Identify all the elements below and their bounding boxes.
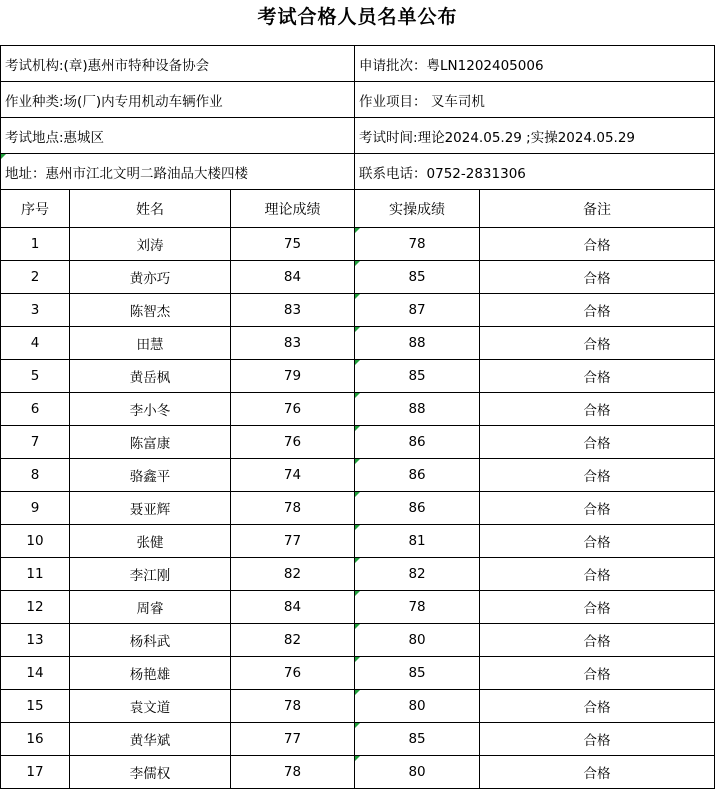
table-row (1, 393, 715, 426)
remark: 合格 (480, 261, 715, 294)
info-row-address (1, 154, 715, 190)
header-practice: 实操成绩 (355, 190, 480, 228)
table-row (1, 261, 715, 294)
theory-score: 83 (231, 294, 355, 327)
table-row (1, 756, 715, 789)
theory-score: 74 (231, 459, 355, 492)
row-number: 7 (1, 426, 70, 459)
remark: 合格 (480, 393, 715, 426)
remark: 合格 (480, 327, 715, 360)
batch-number: 申请批次：粤LN1202405006 (355, 46, 715, 82)
practice-score: 80 (355, 756, 480, 789)
row-number: 16 (1, 723, 70, 756)
address: 地址：惠州市江北文明二路油品大楼四楼 (1, 154, 355, 190)
theory-score: 75 (231, 228, 355, 261)
theory-score: 77 (231, 723, 355, 756)
table-row (1, 657, 715, 690)
practice-score: 80 (355, 624, 480, 657)
remark: 合格 (480, 624, 715, 657)
exam-location: 考试地点:惠城区 (1, 118, 355, 154)
row-number: 6 (1, 393, 70, 426)
practice-score: 82 (355, 558, 480, 591)
table-row (1, 360, 715, 393)
table-row (1, 591, 715, 624)
practice-score: 80 (355, 690, 480, 723)
remark: 合格 (480, 459, 715, 492)
theory-score: 76 (231, 657, 355, 690)
person-name: 周睿 (70, 591, 231, 624)
practice-score: 86 (355, 426, 480, 459)
table-row (1, 228, 715, 261)
remark: 合格 (480, 591, 715, 624)
person-name: 杨艳雄 (70, 657, 231, 690)
person-name: 李江刚 (70, 558, 231, 591)
practice-score: 85 (355, 657, 480, 690)
table-row (1, 525, 715, 558)
remark: 合格 (480, 228, 715, 261)
table-row (1, 294, 715, 327)
remark: 合格 (480, 723, 715, 756)
table-header-row (1, 190, 715, 228)
theory-score: 76 (231, 426, 355, 459)
info-row-location (1, 118, 715, 154)
table-row (1, 426, 715, 459)
phone: 联系电话：0752-2831306 (355, 154, 715, 190)
header-no: 序号 (1, 190, 70, 228)
person-name: 聂亚辉 (70, 492, 231, 525)
row-number: 4 (1, 327, 70, 360)
work-type: 作业种类:场(厂)内专用机动车辆作业 (1, 82, 355, 118)
table-row (1, 492, 715, 525)
theory-score: 76 (231, 393, 355, 426)
header-name: 姓名 (70, 190, 231, 228)
remark: 合格 (480, 426, 715, 459)
practice-score: 87 (355, 294, 480, 327)
person-name: 刘涛 (70, 228, 231, 261)
person-name: 黄华斌 (70, 723, 231, 756)
row-number: 8 (1, 459, 70, 492)
row-number: 5 (1, 360, 70, 393)
person-name: 李儒权 (70, 756, 231, 789)
theory-score: 78 (231, 756, 355, 789)
exam-time: 考试时间:理论2024.05.29 ;实操2024.05.29 (355, 118, 715, 154)
theory-score: 78 (231, 690, 355, 723)
page-title: 考试合格人员名单公布 (257, 6, 458, 28)
row-number: 12 (1, 591, 70, 624)
remark: 合格 (480, 690, 715, 723)
theory-score: 82 (231, 558, 355, 591)
table-body (1, 228, 715, 789)
table-row (1, 723, 715, 756)
remark: 合格 (480, 492, 715, 525)
header-theory: 理论成绩 (231, 190, 355, 228)
row-number: 1 (1, 228, 70, 261)
row-number: 2 (1, 261, 70, 294)
remark: 合格 (480, 525, 715, 558)
remark: 合格 (480, 756, 715, 789)
row-number: 9 (1, 492, 70, 525)
info-row-org (1, 46, 715, 82)
theory-score: 78 (231, 492, 355, 525)
person-name: 陈富康 (70, 426, 231, 459)
practice-score: 88 (355, 327, 480, 360)
remark: 合格 (480, 657, 715, 690)
row-number: 14 (1, 657, 70, 690)
practice-score: 86 (355, 492, 480, 525)
person-name: 袁文道 (70, 690, 231, 723)
row-number: 15 (1, 690, 70, 723)
theory-score: 84 (231, 261, 355, 294)
results-table (0, 45, 715, 789)
practice-score: 85 (355, 723, 480, 756)
practice-score: 88 (355, 393, 480, 426)
row-number: 3 (1, 294, 70, 327)
person-name: 杨科武 (70, 624, 231, 657)
remark: 合格 (480, 360, 715, 393)
table-row (1, 459, 715, 492)
remark: 合格 (480, 294, 715, 327)
person-name: 田慧 (70, 327, 231, 360)
exam-org: 考试机构:(章)惠州市特种设备协会 (1, 46, 355, 82)
person-name: 李小冬 (70, 393, 231, 426)
table-row (1, 690, 715, 723)
person-name: 张健 (70, 525, 231, 558)
person-name: 黄岳枫 (70, 360, 231, 393)
work-item: 作业项目： 叉车司机 (355, 82, 715, 118)
info-row-type (1, 82, 715, 118)
theory-score: 83 (231, 327, 355, 360)
table-row (1, 558, 715, 591)
person-name: 黄亦巧 (70, 261, 231, 294)
row-number: 17 (1, 756, 70, 789)
person-name: 骆鑫平 (70, 459, 231, 492)
person-name: 陈智杰 (70, 294, 231, 327)
header-remark: 备注 (480, 190, 715, 228)
practice-score: 85 (355, 360, 480, 393)
practice-score: 85 (355, 261, 480, 294)
row-number: 10 (1, 525, 70, 558)
theory-score: 84 (231, 591, 355, 624)
table-row (1, 624, 715, 657)
row-number: 11 (1, 558, 70, 591)
theory-score: 77 (231, 525, 355, 558)
table-row (1, 327, 715, 360)
theory-score: 79 (231, 360, 355, 393)
practice-score: 81 (355, 525, 480, 558)
practice-score: 78 (355, 228, 480, 261)
theory-score: 82 (231, 624, 355, 657)
practice-score: 78 (355, 591, 480, 624)
practice-score: 86 (355, 459, 480, 492)
remark: 合格 (480, 558, 715, 591)
row-number: 13 (1, 624, 70, 657)
